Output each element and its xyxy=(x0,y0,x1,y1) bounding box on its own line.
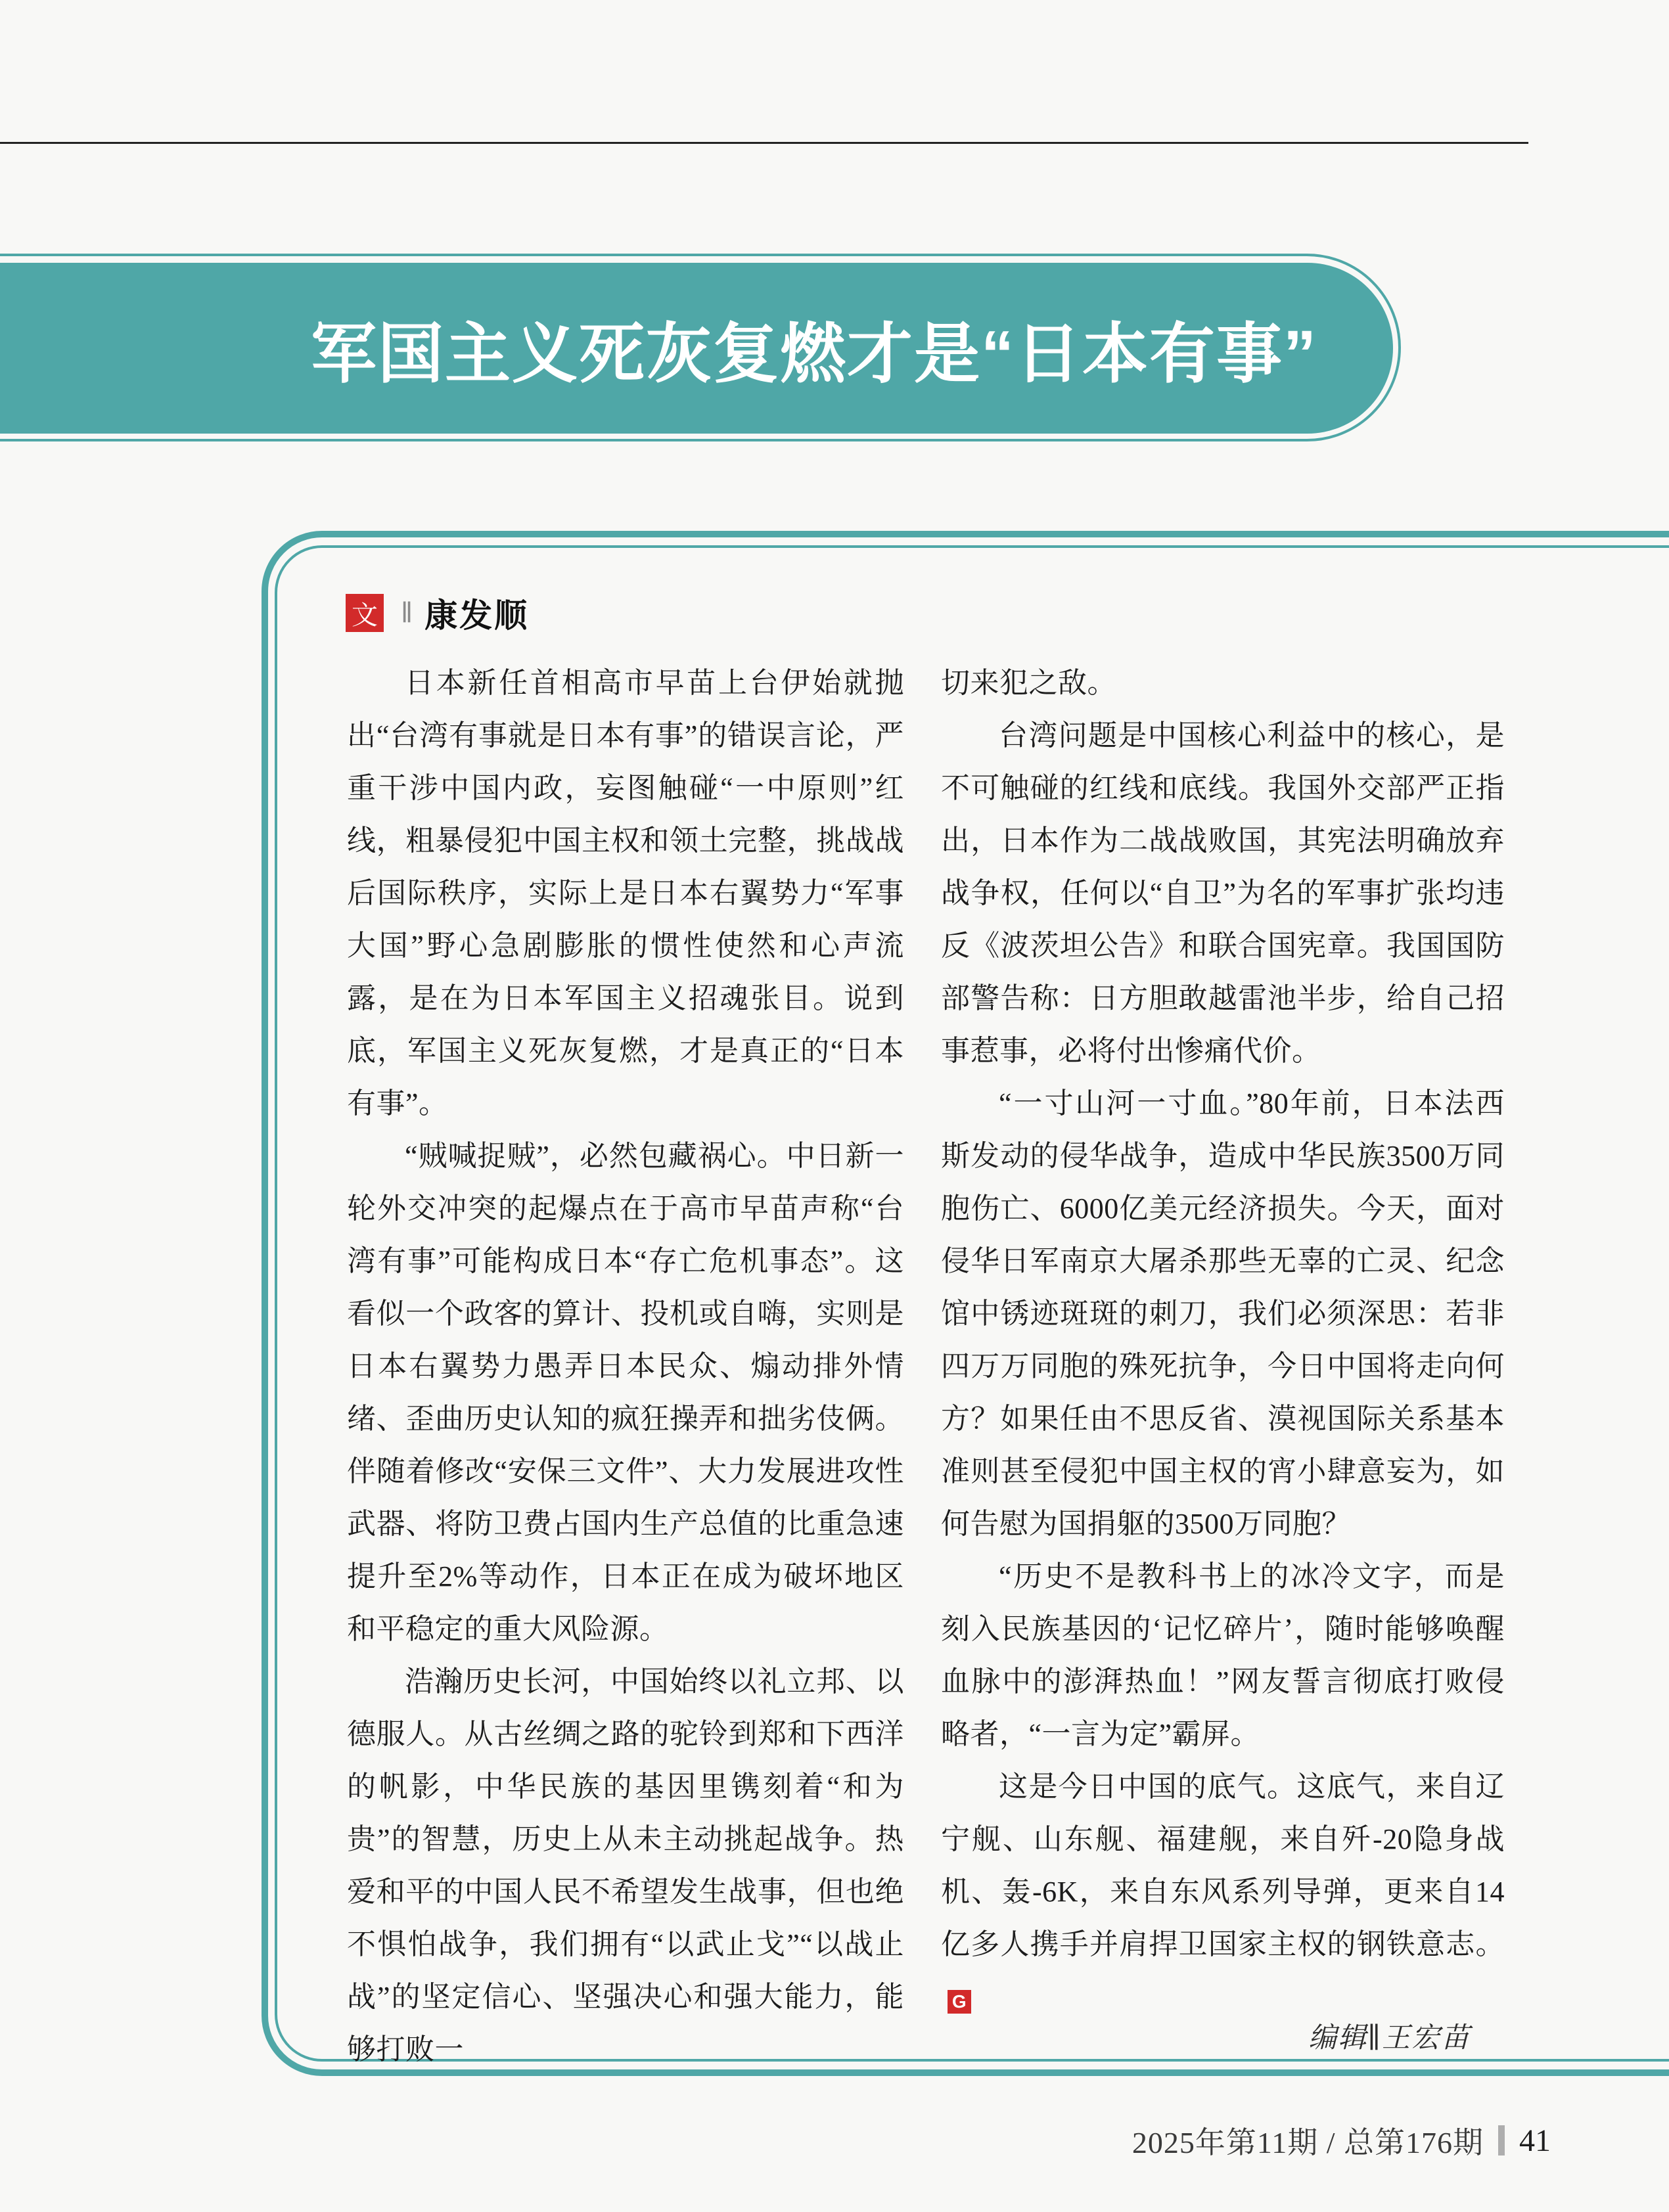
end-mark-icon: G xyxy=(948,1990,971,2014)
left-column xyxy=(347,657,904,2076)
paragraph: “历史不是教科书上的冰冷文字，而是刻入民族基因的‘记忆碎片’，随时能够唤醒血脉中的澎湃热血！”网友誓言彻底打败侵略者，“一言为定”霸屏。 xyxy=(941,1560,1505,1750)
byline-badge-icon: 文 xyxy=(346,594,384,632)
byline xyxy=(346,593,529,633)
top-rule xyxy=(0,142,1528,144)
byline-separator: ‖ xyxy=(401,597,413,629)
page-number: 41 xyxy=(1519,2123,1551,2158)
footer-divider xyxy=(1498,2125,1505,2156)
paragraph: 日本新任首相高市早苗上台伊始就抛出“台湾有事就是日本有事”的错误言论，严重干涉中国内政，妄图触碰“一中原则”红线，粗暴侵犯中国主权和领土完整，挑战战后国际秩序，实际上是日本右翼势力“军事大国”野心急剧膨胀的惯性使然和心声流露，是在为日本军国主义招魂张目。说到底，军国主义死灰复燃，才是真正的“日本有事”。 xyxy=(347,667,904,1119)
paragraph: 切来犯之敌。 xyxy=(941,667,1116,699)
paragraph xyxy=(941,1761,1505,2023)
paragraph: 浩瀚历史长河，中国始终以礼立邦、以德服人。从古丝绸之路的驼铃到郑和下西洋的帆影，中华民族的基因里镌刻着“和为贵”的智慧，历史上从未主动挑起战争。热爱和平的中国人民不希望发生战事，但也绝不惧怕战争，我们拥有“以武止戈”“以战止战”的坚定信心、坚强决心和强大能力，能够打败一 xyxy=(347,1665,904,2065)
right-column xyxy=(941,657,1505,2023)
paragraph-text: 这是今日中国的底气。这底气，来自辽宁舰、山东舰、福建舰，来自歼-20隐身战机、轰-6K，来自东风系列导弹，更来自14亿多人携手并肩捍卫国家主权的钢铁意志。 xyxy=(941,1771,1505,1960)
issue-info: 2025年第11期 / 总第176期 xyxy=(1132,2126,1484,2159)
author-name: 康发顺 xyxy=(424,597,530,634)
paragraph: “贼喊捉贼”，必然包藏祸心。中日新一轮外交冲突的起爆点在于高市早苗声称“台湾有事”可能构成日本“存亡危机事态”。这看似一个政客的算计、投机或自嗨，实则是日本右翼势力愚弄日本民众、煽动排外情绪、歪曲历史认知的疯狂操弄和拙劣伎俩。伴随着修改“安保三文件”、大力发展进攻性武器、将防卫费占国内生产总值的比重急速提升至2%等动作，日本正在成为破坏地区和平稳定的重大风险源。 xyxy=(347,1140,904,1645)
paragraph: 台湾问题是中国核心利益中的核心，是不可触碰的红线和底线。我国外交部严正指出，日本作为二战战败国，其宪法明确放弃战争权，任何以“自卫”为名的军事扩张均违反《波茨坦公告》和联合国宪章。我国国防部警告称：日方胆敢越雷池半步，给自己招事惹事，必将付出惨痛代价。 xyxy=(941,719,1505,1067)
paragraph: “一寸山河一寸血。”80年前，日本法西斯发动的侵华战争，造成中华民族3500万同胞伤亡、6000亿美元经济损失。今天，面对侵华日军南京大屠杀那些无辜的亡灵、纪念馆中锈迹斑斑的刺刀，我们必须深思：若非四万万同胞的殊死抗争，今日中国将走向何方？如果任由不思反省、漠视国际关系基本准则甚至侵犯中国主权的宵小肆意妄为，如何告慰为国捐躯的3500万同胞？ xyxy=(941,1087,1505,1540)
article-title: 军国主义死灰复燃才是“日本有事” xyxy=(311,317,1317,391)
title-banner xyxy=(0,263,1393,434)
editor-credit: 编辑∥王宏苗 xyxy=(1308,2023,1471,2054)
footer xyxy=(1132,2121,1551,2160)
